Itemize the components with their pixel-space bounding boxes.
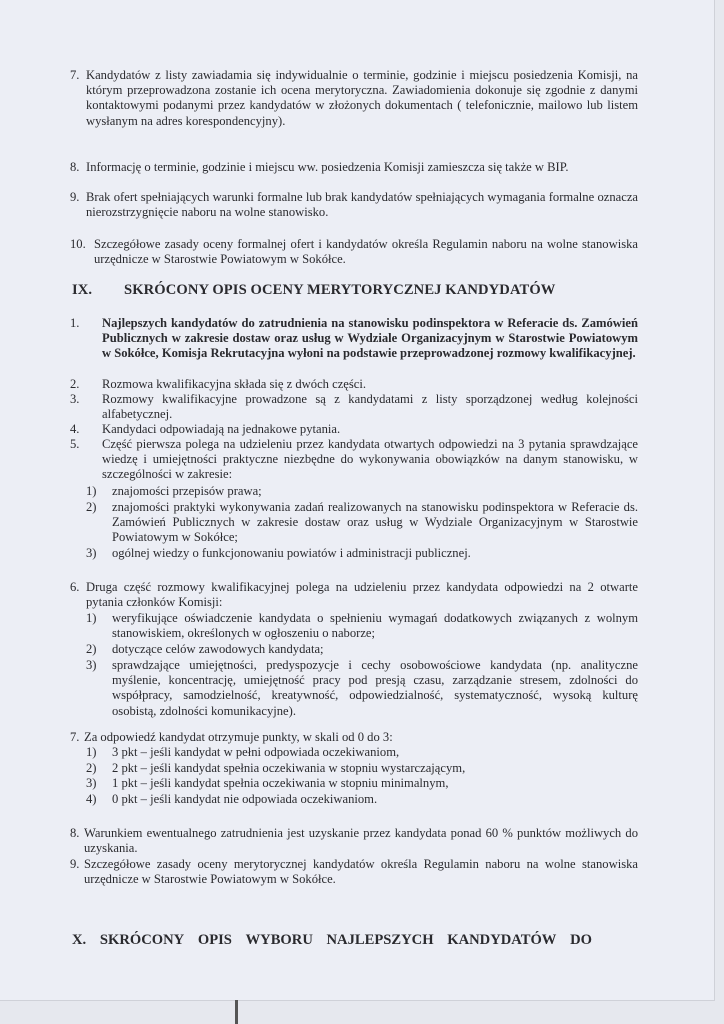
list-item: [70, 160, 638, 175]
sub-item: [86, 546, 638, 561]
sub-item-text: weryfikujące oświadczenie kandydata o spełnieniu wymagań dodatkowych związanych z wolnym stanowiskiem, określonych w ogłoszeniu o naborze;: [112, 611, 638, 641]
list-item: [70, 377, 638, 392]
list-item: [70, 857, 638, 887]
list-item: [70, 422, 638, 437]
item-text: Szczegółowe zasady oceny formalnej ofert i kandydatów określa Regulamin naboru na wolne stanowiska urzędnicze w Starostwie Powiatowym w Sokółce.: [94, 237, 638, 267]
section-title: SKRÓCONY OPIS OCENY MERYTORYCZNEJ KANDYDATÓW: [124, 282, 556, 298]
item-number: 1.: [70, 316, 80, 330]
sub-item: [86, 500, 638, 546]
list-item: [70, 190, 638, 220]
item-text: Najlepszych kandydatów do zatrudnienia na stanowisku podinspektora w Referacie ds. Zamówień Publicznych w zakresie dostaw oraz usług w Wydziale Organizacyjnym w Starostwie Powiatowym w Sokółce, Komisja Rekrutacyjna wyłoni na podstawie przeprowadzonej rozmowy kwalifikacyjnej.: [102, 316, 638, 361]
item-text: Kandydaci odpowiadają na jednakowe pytania.: [102, 422, 341, 436]
sub-item-number: 1): [86, 611, 97, 625]
sub-item-number: 3): [86, 776, 97, 790]
sub-item: [86, 745, 638, 760]
heading-word: NAJLEPSZYCH: [326, 932, 434, 948]
sub-item-number: 2): [86, 761, 97, 775]
heading-word: OPIS: [197, 932, 232, 948]
item-text: Rozmowy kwalifikacyjne prowadzone są z kandydatami z listy sporządzonej według kolejności alfabetycznej.: [102, 392, 638, 422]
sub-item-number: 2): [86, 642, 97, 656]
list-item: [70, 730, 638, 745]
item-number: 8.: [70, 826, 80, 840]
item-text: Rozmowa kwalifikacyjna składa się z dwóch części.: [102, 377, 367, 391]
sub-item: [86, 776, 638, 791]
sub-item-text: dotyczące celów zawodowych kandydata;: [112, 642, 324, 656]
item-text: Za odpowiedź kandydat otrzymuje punkty, w skali od 0 do 3:: [84, 730, 393, 744]
sub-item-number: 1): [86, 484, 97, 498]
sub-item: [86, 642, 638, 657]
list-item: [70, 68, 638, 129]
item-text: Brak ofert spełniających warunki formalne lub brak kandydatów spełniających wymagania formalne oznacza nierozstrzygnięcie naboru na wolne stanowisko.: [86, 190, 638, 220]
list-item: [70, 580, 638, 610]
section-number: IX.: [72, 282, 93, 298]
section-x-heading: [72, 932, 592, 949]
sub-item-number: 3): [86, 658, 97, 672]
sub-item-number: 3): [86, 546, 97, 560]
sub-item: [86, 761, 638, 776]
binder-clip: [235, 1000, 238, 1024]
heading-word: SKRÓCONY: [99, 932, 185, 948]
sub-item: [86, 484, 638, 499]
list-item: [70, 392, 638, 422]
heading-word: X.: [72, 932, 87, 948]
sub-item: [86, 658, 638, 719]
sub-item-text: 0 pkt – jeśli kandydat nie odpowiada oczekiwaniom.: [112, 792, 378, 806]
item-text: Druga część rozmowy kwalifikacyjnej polega na udzieleniu przez kandydata odpowiedzi na 2 otwarte pytania członków Komisji:: [86, 580, 638, 610]
sub-item: [86, 792, 638, 807]
sub-item-number: 4): [86, 792, 97, 806]
sub-item-text: sprawdzające umiejętności, predyspozycje i cechy osobowościowe kandydata (np. analityczne myślenie, koncentrację, umiejętność pracy pod presją czasu, zarządzanie stresem, zdolności do współpracy, samodzielność, kreatywność, odpowiedzialność, systematyczność, wysoką kulturę osobistą, zdolności komunikacyjne).: [112, 658, 638, 718]
list-item: [70, 316, 638, 362]
item-number: 9.: [70, 190, 80, 204]
list-item: [70, 826, 638, 856]
sub-item-text: 3 pkt – jeśli kandydat w pełni odpowiada oczekiwaniom,: [112, 745, 400, 759]
item-text: Warunkiem ewentualnego zatrudnienia jest uzyskanie przez kandydata ponad 60 % punktów możliwych do uzyskania.: [84, 826, 638, 856]
item-number: 6.: [70, 580, 80, 594]
heading-word: KANDYDATÓW: [447, 932, 557, 948]
item-number: 7.: [70, 68, 80, 82]
sub-item-text: ogólnej wiedzy o funkcjonowaniu powiatów i administracji publicznej.: [112, 546, 471, 560]
item-number: 3.: [70, 392, 80, 406]
heading-word: DO: [570, 932, 592, 948]
item-number: 2.: [70, 377, 80, 391]
item-number: 9.: [70, 857, 80, 871]
item-number: 8.: [70, 160, 80, 174]
sub-item-number: 1): [86, 745, 97, 759]
heading-word: WYBORU: [245, 932, 313, 948]
sub-item-number: 2): [86, 500, 97, 514]
sub-item-text: znajomości praktyki wykonywania zadań realizowanych na stanowisku podinspektora w Referacie ds. Zamówień Publicznych w zakresie dostaw oraz usług w Wydziale Organizacyjnym w Starostwie Powiatowym w Sokółce;: [112, 500, 638, 545]
sub-item-text: 2 pkt – jeśli kandydat spełnia oczekiwania w stopniu wystarczającym,: [112, 761, 466, 775]
item-number: 7.: [70, 730, 80, 744]
list-item: [70, 237, 638, 267]
item-text: Szczegółowe zasady oceny merytorycznej kandydatów określa Regulamin naboru na wolne stanowiska urzędnicze w Starostwie Powiatowym w Sokółce.: [84, 857, 638, 887]
item-text: Informację o terminie, godzinie i miejscu ww. posiedzenia Komisji zamieszcza się także w BIP.: [86, 160, 569, 174]
item-text: Kandydatów z listy zawiadamia się indywidualnie o terminie, godzinie i miejscu posiedzenia Komisji, na którym przeprowadzona zostanie ich ocena merytoryczna. Zawiadomienia dokonuje się zgodnie z danymi kontaktowymi podanymi przez kandydatów w złożonych dokumentach ( telefonicznie, mailowo lub listem wysłanym na adres korespondencyjny).: [86, 68, 638, 128]
item-number: 4.: [70, 422, 80, 436]
sub-item-text: 1 pkt – jeśli kandydat spełnia oczekiwania w stopniu minimalnym,: [112, 776, 449, 790]
sub-item-text: znajomości przepisów prawa;: [112, 484, 262, 498]
item-number: 10.: [70, 237, 86, 251]
item-number: 5.: [70, 437, 80, 451]
sub-item: [86, 611, 638, 641]
item-text: Część pierwsza polega na udzieleniu przez kandydata otwartych odpowiedzi na 3 pytania sprawdzające wiedzę i umiejętności praktyczne niezbędne do wykonywania obowiązków na danym stanowisku, w szczególności w zakresie:: [102, 437, 638, 482]
list-item: [70, 437, 638, 483]
